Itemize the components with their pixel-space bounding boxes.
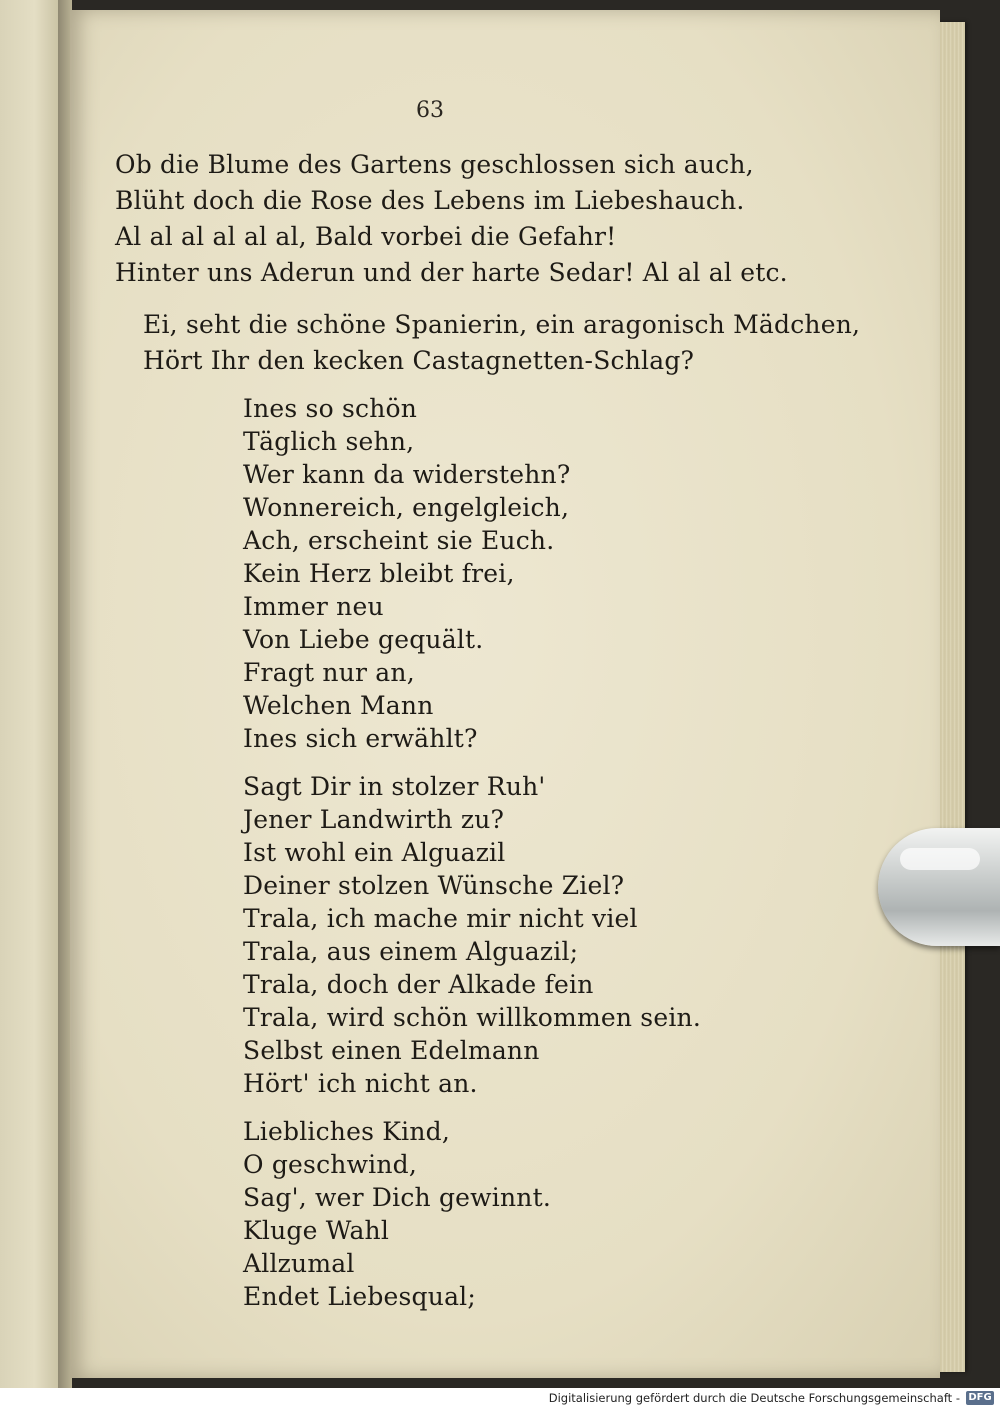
- text-line: Kein Herz bleibt frei,: [243, 559, 515, 588]
- text-line: Wonnereich, engelgleich,: [243, 493, 570, 522]
- page-clip: [878, 828, 1000, 946]
- text-line: Ach, erscheint sie Euch.: [243, 526, 555, 555]
- text-line: Wer kann da widerstehn?: [243, 460, 571, 489]
- text-line: Deiner stolzen Wünsche Ziel?: [243, 871, 625, 900]
- footer-credit: Digitalisierung gefördert durch die Deutsche Forschungsgemeinschaft -: [548, 1391, 960, 1405]
- text-line: Sag', wer Dich gewinnt.: [243, 1183, 551, 1212]
- text-line: Hört' ich nicht an.: [243, 1069, 478, 1098]
- text-line: Ist wohl ein Alguazil: [243, 838, 506, 867]
- text-line: Trala, ich mache mir nicht viel: [243, 904, 638, 933]
- text-line: Hinter uns Aderun und der harte Sedar! Al al al etc.: [115, 258, 788, 287]
- text-line: Blüht doch die Rose des Lebens im Liebeshauch.: [115, 186, 745, 215]
- text-line: Welchen Mann: [243, 691, 434, 720]
- text-line: Fragt nur an,: [243, 658, 415, 687]
- left-page-edge: [0, 0, 58, 1388]
- text-line: Ei, seht die schöne Spanierin, ein aragonisch Mädchen,: [143, 310, 861, 339]
- text-line: Immer neu: [243, 592, 384, 621]
- text-line: Von Liebe gequält.: [243, 625, 484, 654]
- page-number: 63: [416, 98, 444, 123]
- text-line: Selbst einen Edelmann: [243, 1036, 540, 1065]
- text-line: Ines so schön: [243, 394, 418, 423]
- digitization-footer: [0, 1388, 1000, 1409]
- text-line: Ines sich erwählt?: [243, 724, 478, 753]
- text-line: Allzumal: [243, 1249, 355, 1278]
- text-line: Al al al al al al, Bald vorbei die Gefahr!: [115, 222, 617, 251]
- text-line: O geschwind,: [243, 1150, 418, 1179]
- text-line: Ob die Blume des Gartens geschlossen sich auch,: [115, 150, 754, 179]
- text-line: Trala, wird schön willkommen sein.: [243, 1003, 701, 1032]
- text-line: Kluge Wahl: [243, 1216, 390, 1245]
- text-line: Liebliches Kind,: [243, 1117, 450, 1146]
- text-line: Jener Landwirth zu?: [243, 805, 505, 834]
- text-line: Trala, doch der Alkade fein: [243, 970, 594, 999]
- dfg-logo-icon: DFG: [966, 1391, 994, 1405]
- text-line: Endet Liebesqual;: [243, 1282, 476, 1311]
- book-page: [70, 10, 940, 1378]
- text-line: Trala, aus einem Alguazil;: [243, 937, 579, 966]
- text-line: Täglich sehn,: [243, 427, 415, 456]
- text-line: Sagt Dir in stolzer Ruh': [243, 772, 546, 801]
- text-line: Hört Ihr den kecken Castagnetten-Schlag?: [143, 346, 695, 375]
